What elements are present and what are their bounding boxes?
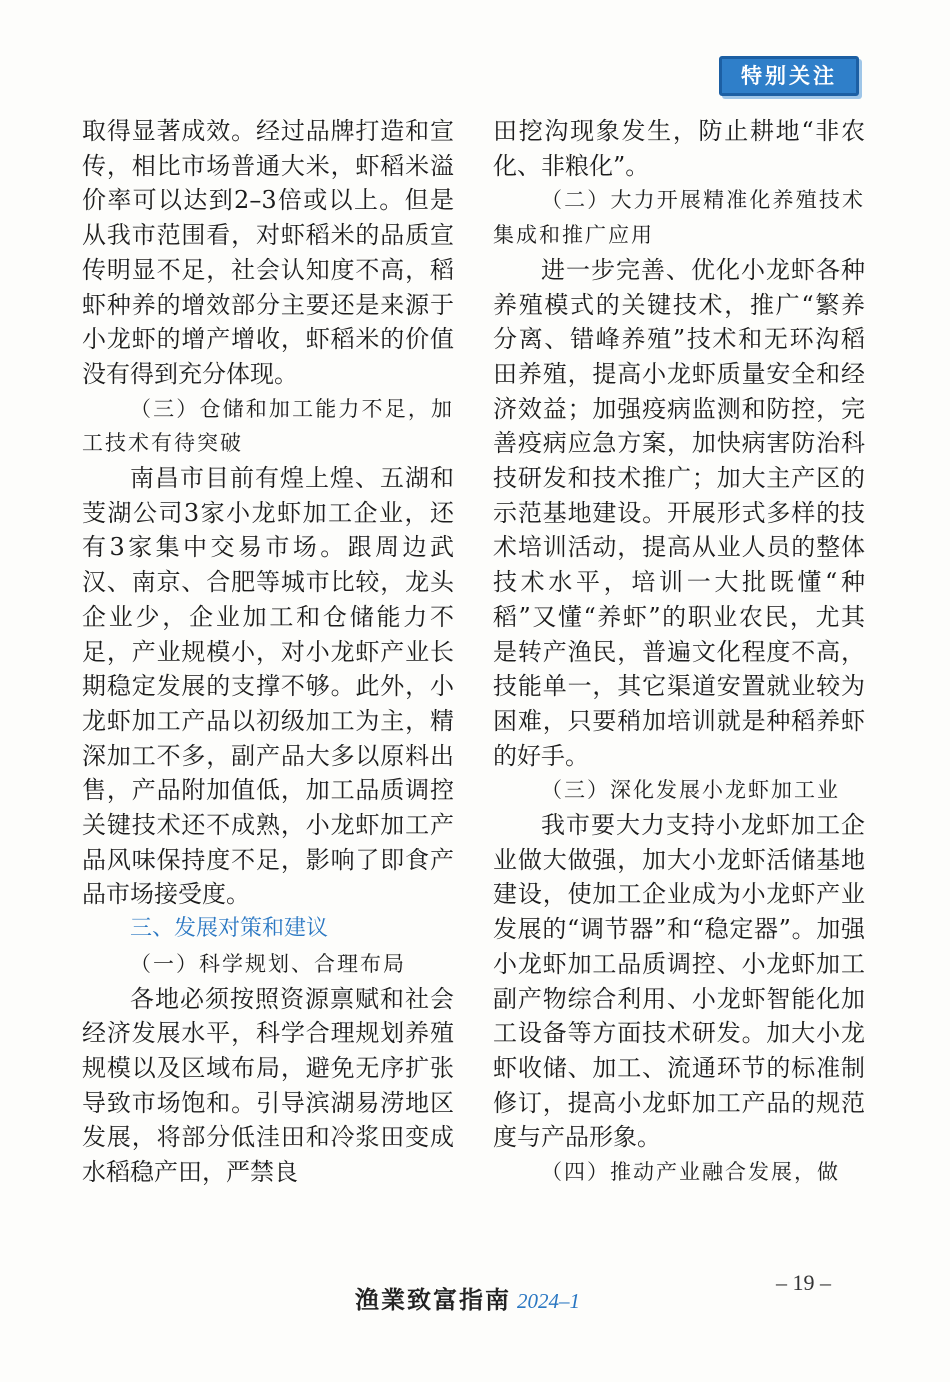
paragraph: 取得显著成效。经过品牌打造和宣传，相比市场普通大米，虾稻米溢价率可以达到2–3倍或以上。但是从我市范围看，对虾稻米的品质宣传明显不足，社会认知度不高，稻虾种养的增效部分主要还是来源于小龙虾的增产增收，虾稻米的价值没有得到充分体现。 bbox=[82, 117, 454, 388]
section-heading: 三、发展对策和建议 bbox=[130, 916, 329, 942]
subheading: （三）深化发展小龙虾加工业 bbox=[541, 778, 840, 803]
subheading: （三）仓储和加工能力不足，加工技术有待突破 bbox=[82, 396, 454, 456]
subheading: （四）推动产业融合发展，做 bbox=[541, 1160, 840, 1185]
left-column bbox=[82, 114, 454, 1190]
right-column bbox=[493, 114, 865, 1190]
paragraph: 各地必须按照资源禀赋和社会经济发展水平，科学合理规划养殖规模以及区域布局，避免无序扩张导致市场饱和。引导滨湖易涝地区发展，将部分低洼田和冷浆田变成水稻稳产田，严禁良 bbox=[82, 984, 454, 1187]
paragraph: 田挖沟现象发生，防止耕地“非农化、非粮化”。 bbox=[493, 117, 865, 180]
issue-number: 2024–1 bbox=[517, 1289, 580, 1313]
journal-footer bbox=[355, 1280, 580, 1315]
paragraph: 南昌市目前有煌上煌、五湖和芰湖公司3家小龙虾加工企业，还有3家集中交易市场。跟周边武汉、南京、合肥等城市比较，龙头企业少，企业加工和仓储能力不足，产业规模小，对小龙虾产业长期稳定发展的支撑不够。此外，小龙虾加工产品以初级加工为主，精深加工不多，副产品大多以原料出售，产品附加值低，加工品质调控关键技术还不成熟，小龙虾加工产品风味保持度不足，影响了即食产品市场接受度。 bbox=[82, 464, 454, 909]
subheading: （一）科学规划、合理布局 bbox=[130, 951, 406, 976]
journal-title: 渔業致富指南 bbox=[355, 1285, 511, 1314]
subheading: （二）大力开展精准化养殖技术集成和推广应用 bbox=[493, 188, 865, 248]
section-badge: 特别关注 bbox=[719, 56, 859, 96]
page-number: – 19 – bbox=[776, 1270, 831, 1295]
paragraph: 进一步完善、优化小龙虾各种养殖模式的关键技术，推广“繁养分离、错峰养殖”技术和无环沟稻田养殖，提高小龙虾质量安全和经济效益；加强疫病监测和防控，完善疫病应急方案，加快病害防治科技研发和技术推广；加大主产区的示范基地建设。开展形式多样的技术培训活动，提高从业人员的整体技术水平，培训一大批既懂“种稻”又懂“养虾”的职业农民，尤其是转产渔民，普遍文化程度不高，技能单一，其它渠道安置就业较为困难，只要稍加培训就是种稻养虾的好手。 bbox=[493, 255, 865, 770]
paragraph: 我市要大力支持小龙虾加工企业做大做强，加大小龙虾活储基地建设，使加工企业成为小龙虾产业发展的“调节器”和“稳定器”。加强小龙虾加工品质调控、小龙虾加工副产物综合利用、小龙虾智能化加工设备等方面技术研发。加大小龙虾收储、加工、流通环节的标准制修订，提高小龙虾加工产品的规范度与产品形象。 bbox=[493, 811, 865, 1152]
